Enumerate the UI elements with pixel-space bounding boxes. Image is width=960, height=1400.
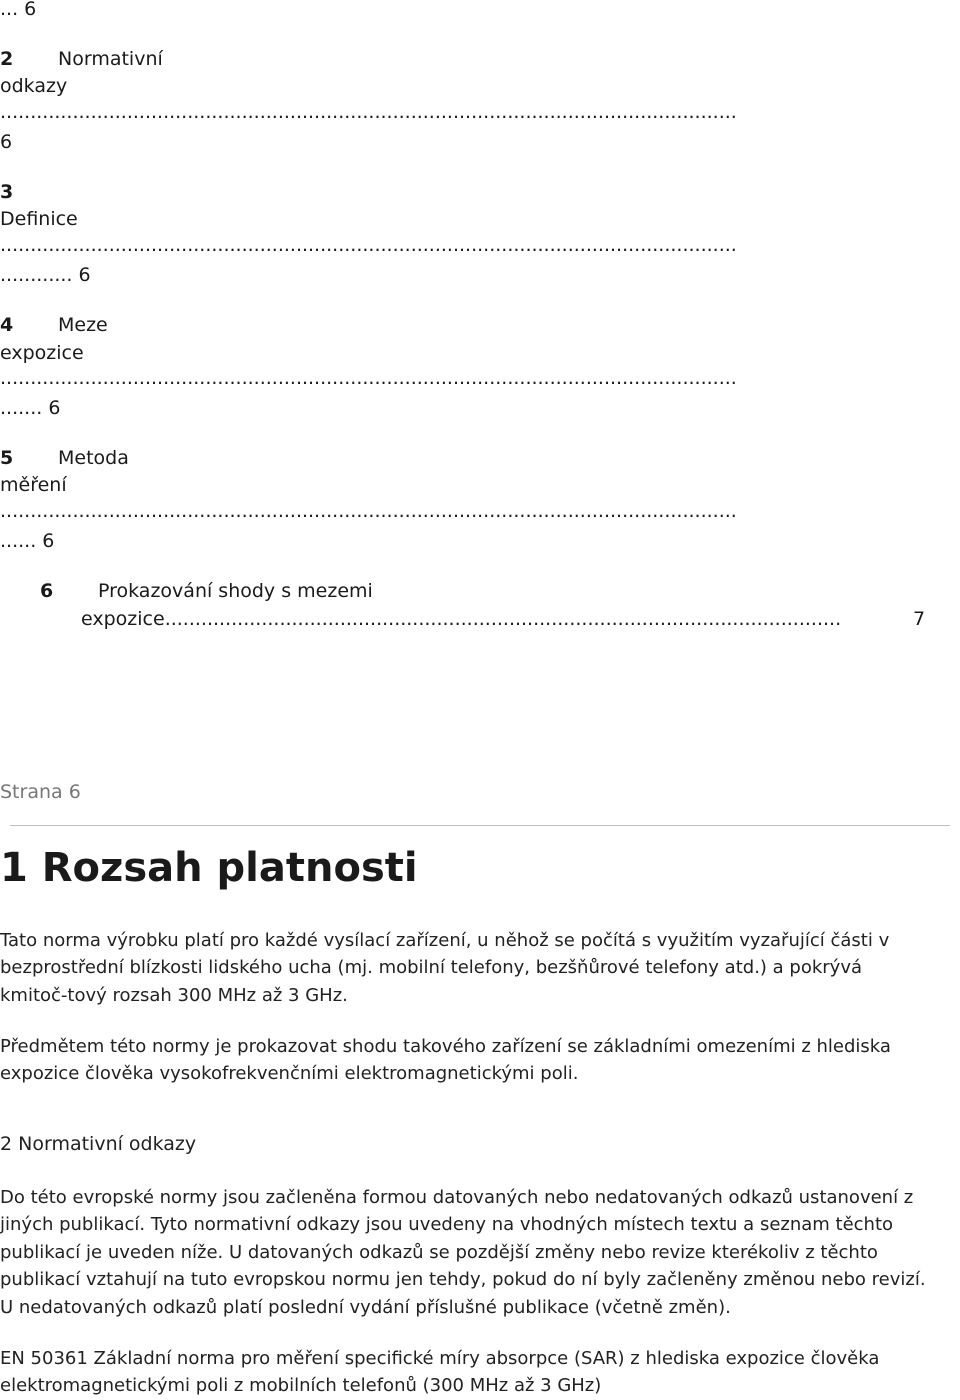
paragraph-line: U nedatovaných odkazů platí poslední vydání příslušné publikace (včetně změn).: [0, 1297, 731, 1318]
paragraph-line: Předmětem této normy je prokazovat shodu takového zařízení se základními omezeními z hlediska: [0, 1036, 891, 1057]
reference-line: EN 50361 Základní norma pro měření specifické míry absorpce (SAR) z hlediska expozice člověka: [0, 1348, 880, 1369]
toc-leader-dots: ..........................................................................................................................: [0, 500, 737, 522]
toc-fragment: ... 6: [0, 0, 37, 20]
toc-leader-dots: ..........................................................................................................................: [0, 367, 737, 389]
toc-entry-number: 2: [0, 48, 14, 70]
paragraph-line: kmitoč-tový rozsah 300 MHz až 3 GHz.: [0, 985, 348, 1006]
toc-entry-number: 3: [0, 181, 14, 203]
toc-entry-number: 5: [0, 447, 14, 469]
toc-entry-number: 4: [0, 314, 14, 336]
toc-leader-dots-tail: .......: [0, 397, 43, 419]
toc-entry-title-cont: expozice: [81, 608, 165, 630]
toc-entry-title: Meze: [58, 314, 108, 336]
divider: [10, 825, 950, 826]
toc-leader-dots-tail: ............: [0, 264, 73, 286]
toc-leader-dots: ..........................................................................................................................: [0, 234, 737, 256]
toc-leader-dots-tail: ......: [0, 530, 37, 552]
toc-entry-page: 6: [78, 264, 91, 286]
toc-entry-title: Normativní: [58, 48, 163, 70]
toc-entry-title: Definice: [0, 208, 78, 230]
section-heading: 1 Rozsah platnosti: [0, 845, 418, 891]
toc-entry-title-cont: expozice: [0, 342, 84, 364]
toc-entry-title: Metoda: [58, 447, 129, 469]
paragraph-line: Do této evropské normy jsou začleněna formou datovaných nebo nedatovaných odkazů ustanovení z: [0, 1187, 914, 1208]
toc-entry-number: 6: [40, 580, 54, 602]
toc-entry-page: 6: [0, 131, 13, 153]
paragraph-line: expozice člověka vysokofrekvenčními elektromagnetickými poli.: [0, 1063, 579, 1084]
paragraph-line: bezprostřední blízkosti lidského ucha (mj. mobilní telefony, bezšňůrové telefony atd.) a pokrývá: [0, 957, 863, 978]
toc-entry-page: 6: [42, 530, 55, 552]
paragraph-line: publikací vztahují na tuto evropskou normu jen tehdy, pokud do ní byly začleněny změnou nebo revizí.: [0, 1269, 926, 1290]
section-heading: 2 Normativní odkazy: [0, 1133, 197, 1155]
paragraph-line: jiných publikací. Tyto normativní odkazy jsou uvedeny na vhodných místech textu a seznam těchto: [0, 1214, 894, 1235]
toc-leader-dots: ..........................................................................................................................: [0, 101, 737, 123]
toc-entry-page: 7: [913, 608, 926, 630]
toc-entry-title-cont: odkazy: [0, 75, 68, 97]
toc-entry-title: Prokazování shody s mezemi: [98, 580, 373, 602]
toc-entry-page: 6: [48, 397, 61, 419]
reference-line: elektromagnetickými poli z mobilních telefonů (300 MHz až 3 GHz): [0, 1375, 602, 1396]
page-label: Strana 6: [0, 781, 81, 803]
paragraph-line: Tato norma výrobku platí pro každé vysílací zařízení, u něhož se počítá s využitím vyzařující části v: [0, 930, 890, 951]
toc-entry-title-cont: měření: [0, 474, 67, 496]
toc-leader-dots: ................................................................................................................: [164, 608, 842, 630]
paragraph-line: publikací je uveden níže. U datovaných odkazů se pozdější změny nebo revize kterékoliv z těchto: [0, 1242, 878, 1263]
